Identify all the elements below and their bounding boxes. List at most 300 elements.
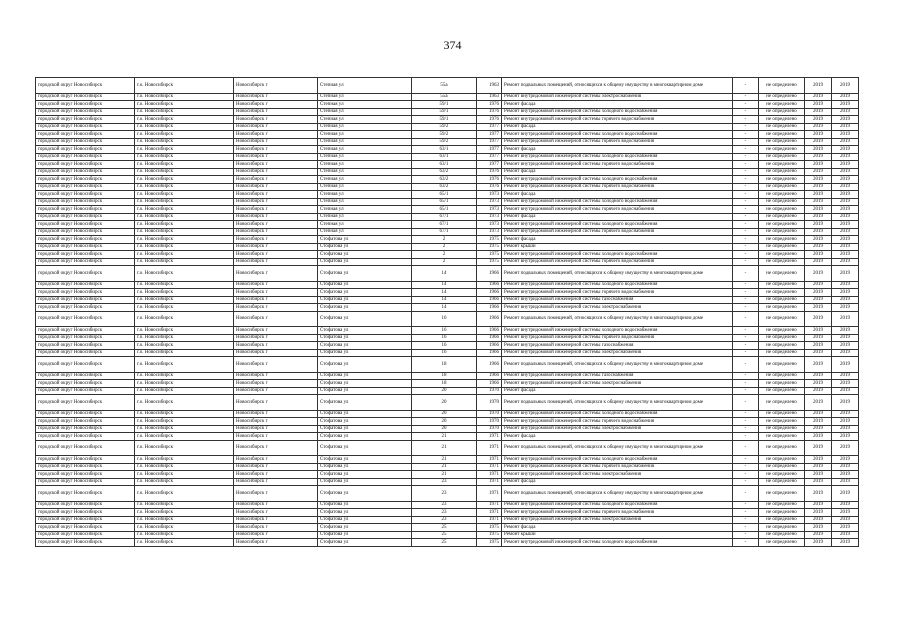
cost-cell: - [733, 266, 759, 282]
year-end-cell: 2019 [832, 509, 859, 517]
city-cell: Новосибирск г [234, 123, 318, 131]
municipality-cell: городской округ Новосибирск [36, 440, 135, 456]
work-type-cell: Ремонт внутридомовой инженерной системы горячего водоснабжения [502, 334, 733, 342]
cost-cell: - [733, 357, 759, 373]
table-row [36, 236, 859, 244]
work-type-cell: Ремонт внутридомовой инженерной системы горячего водоснабжения [502, 138, 733, 146]
work-type-cell: Ремонт внутридомовой инженерной системы холодного водоснабжения [502, 108, 733, 116]
contractor-cell: не определено [759, 93, 805, 101]
year-end-cell: 2019 [832, 258, 859, 266]
city-cell: Новосибирск г [234, 116, 318, 124]
cost-cell: - [733, 289, 759, 297]
settlement-cell: г.о. Новосибирск [135, 425, 234, 433]
build-year-cell: 1973 [477, 228, 502, 236]
municipality-cell: городской округ Новосибирск [36, 380, 135, 388]
year-end-cell: 2019 [832, 153, 859, 161]
table-row [36, 296, 859, 304]
work-type-cell: Ремонт крыши [502, 531, 733, 539]
year-start-cell: 2019 [805, 78, 832, 94]
city-cell: Новосибирск г [234, 153, 318, 161]
street-cell: Стофатова ул [318, 509, 412, 517]
contractor-cell: не определено [759, 191, 805, 199]
house-number-cell: 65/1 [412, 206, 477, 214]
table-row [36, 524, 859, 532]
city-cell: Новосибирск г [234, 191, 318, 199]
table-row [36, 191, 859, 199]
settlement-cell: г.о. Новосибирск [135, 440, 234, 456]
settlement-cell: г.о. Новосибирск [135, 311, 234, 327]
year-end-cell: 2019 [832, 296, 859, 304]
year-start-cell: 2019 [805, 418, 832, 426]
contractor-cell: не определено [759, 456, 805, 464]
contractor-cell: не определено [759, 501, 805, 509]
contractor-cell: не определено [759, 176, 805, 184]
settlement-cell: г.о. Новосибирск [135, 456, 234, 464]
build-year-cell: 1977 [477, 146, 502, 154]
contractor-cell: не определено [759, 357, 805, 373]
cost-cell: - [733, 296, 759, 304]
build-year-cell: 1973 [477, 213, 502, 221]
cost-cell: - [733, 372, 759, 380]
house-number-cell: 59/1 [412, 116, 477, 124]
table-row [36, 281, 859, 289]
house-number-cell: 65/1 [412, 198, 477, 206]
street-cell: Степная ул [318, 108, 412, 116]
contractor-cell: не определено [759, 304, 805, 312]
cost-cell: - [733, 311, 759, 327]
contractor-cell: не определено [759, 251, 805, 259]
year-end-cell: 2019 [832, 183, 859, 191]
year-end-cell: 2019 [832, 243, 859, 251]
settlement-cell: г.о. Новосибирск [135, 198, 234, 206]
build-year-cell: 1966 [477, 349, 502, 357]
year-start-cell: 2019 [805, 342, 832, 350]
cost-cell: - [733, 425, 759, 433]
year-end-cell: 2019 [832, 342, 859, 350]
work-type-cell: Ремонт внутридомовой инженерной системы холодного водоснабжения [502, 539, 733, 547]
street-cell: Степная ул [318, 168, 412, 176]
year-start-cell: 2019 [805, 213, 832, 221]
work-type-cell: Ремонт внутридомовой инженерной системы горячего водоснабжения [502, 183, 733, 191]
street-cell: Стофатова ул [318, 425, 412, 433]
house-number-cell: 20 [412, 425, 477, 433]
build-year-cell: 1977 [477, 138, 502, 146]
year-end-cell: 2019 [832, 539, 859, 547]
house-number-cell: 63/1 [412, 161, 477, 169]
municipality-cell: городской округ Новосибирск [36, 418, 135, 426]
work-type-cell: Ремонт внутридомовой инженерной системы горячего водоснабжения [502, 116, 733, 124]
house-number-cell: 18 [412, 357, 477, 373]
city-cell: Новосибирск г [234, 418, 318, 426]
municipality-cell: городской округ Новосибирск [36, 228, 135, 236]
street-cell: Степная ул [318, 101, 412, 109]
work-type-cell: Ремонт подвальных помещений, относящихся к общему имуществу в многоквартирном доме [502, 486, 733, 502]
settlement-cell: г.о. Новосибирск [135, 281, 234, 289]
municipality-cell: городской округ Новосибирск [36, 198, 135, 206]
year-end-cell: 2019 [832, 387, 859, 395]
settlement-cell: г.о. Новосибирск [135, 228, 234, 236]
year-end-cell: 2019 [832, 206, 859, 214]
table-row [36, 395, 859, 411]
settlement-cell: г.о. Новосибирск [135, 266, 234, 282]
table-row [36, 221, 859, 229]
build-year-cell: 1970 [477, 425, 502, 433]
build-year-cell: 1977 [477, 131, 502, 139]
build-year-cell: 1975 [477, 236, 502, 244]
city-cell: Новосибирск г [234, 349, 318, 357]
municipality-cell: городской округ Новосибирск [36, 478, 135, 486]
street-cell: Степная ул [318, 228, 412, 236]
house-number-cell: 67/1 [412, 213, 477, 221]
year-start-cell: 2019 [805, 524, 832, 532]
contractor-cell: не определено [759, 327, 805, 335]
year-start-cell: 2019 [805, 334, 832, 342]
settlement-cell: г.о. Новосибирск [135, 243, 234, 251]
house-number-cell: 16 [412, 327, 477, 335]
year-start-cell: 2019 [805, 296, 832, 304]
work-type-cell: Ремонт внутридомовой инженерной системы горячего водоснабжения [502, 289, 733, 297]
work-type-cell: Ремонт фасада [502, 524, 733, 532]
year-start-cell: 2019 [805, 311, 832, 327]
build-year-cell: 1973 [477, 206, 502, 214]
house-number-cell: 2 [412, 243, 477, 251]
year-start-cell: 2019 [805, 357, 832, 373]
table-row [36, 311, 859, 327]
build-year-cell: 1971 [477, 486, 502, 502]
work-type-cell: Ремонт внутридомовой инженерной системы горячего водоснабжения [502, 206, 733, 214]
year-start-cell: 2019 [805, 327, 832, 335]
year-start-cell: 2019 [805, 289, 832, 297]
municipality-cell: городской округ Новосибирск [36, 251, 135, 259]
year-start-cell: 2019 [805, 372, 832, 380]
city-cell: Новосибирск г [234, 266, 318, 282]
house-number-cell: 14 [412, 266, 477, 282]
build-year-cell: 1975 [477, 251, 502, 259]
city-cell: Новосибирск г [234, 146, 318, 154]
street-cell: Стофатова ул [318, 251, 412, 259]
cost-cell: - [733, 387, 759, 395]
work-type-cell: Ремонт внутридомовой инженерной системы холодного водоснабжения [502, 281, 733, 289]
municipality-cell: городской округ Новосибирск [36, 524, 135, 532]
cost-cell: - [733, 380, 759, 388]
settlement-cell: г.о. Новосибирск [135, 258, 234, 266]
year-end-cell: 2019 [832, 531, 859, 539]
settlement-cell: г.о. Новосибирск [135, 410, 234, 418]
contractor-cell: не определено [759, 153, 805, 161]
year-start-cell: 2019 [805, 509, 832, 517]
street-cell: Степная ул [318, 123, 412, 131]
settlement-cell: г.о. Новосибирск [135, 183, 234, 191]
year-start-cell: 2019 [805, 304, 832, 312]
house-number-cell: 55а [412, 93, 477, 101]
house-number-cell: 65/1 [412, 191, 477, 199]
year-start-cell: 2019 [805, 183, 832, 191]
table-row [36, 456, 859, 464]
table-row [36, 258, 859, 266]
table-row [36, 410, 859, 418]
build-year-cell: 1966 [477, 304, 502, 312]
house-number-cell: 16 [412, 311, 477, 327]
settlement-cell: г.о. Новосибирск [135, 176, 234, 184]
work-type-cell: Ремонт внутридомовой инженерной системы электроснабжения [502, 93, 733, 101]
work-type-cell: Ремонт внутридомовой инженерной системы холодного водоснабжения [502, 501, 733, 509]
municipality-cell: городской округ Новосибирск [36, 108, 135, 116]
city-cell: Новосибирск г [234, 289, 318, 297]
contractor-cell: не определено [759, 228, 805, 236]
city-cell: Новосибирск г [234, 327, 318, 335]
year-end-cell: 2019 [832, 236, 859, 244]
work-type-cell: Ремонт внутридомовой инженерной системы электроснабжения [502, 349, 733, 357]
street-cell: Стофатова ул [318, 486, 412, 502]
house-number-cell: 18 [412, 372, 477, 380]
house-number-cell: 63/2 [412, 168, 477, 176]
settlement-cell: г.о. Новосибирск [135, 478, 234, 486]
house-number-cell: 59/1 [412, 108, 477, 116]
table-row [36, 168, 859, 176]
municipality-cell: городской округ Новосибирск [36, 289, 135, 297]
city-cell: Новосибирск г [234, 395, 318, 411]
house-number-cell: 20 [412, 387, 477, 395]
year-start-cell: 2019 [805, 131, 832, 139]
contractor-cell: не определено [759, 387, 805, 395]
municipality-cell: городской округ Новосибирск [36, 456, 135, 464]
cost-cell: - [733, 78, 759, 94]
table-row [36, 101, 859, 109]
table-row [36, 425, 859, 433]
year-end-cell: 2019 [832, 123, 859, 131]
city-cell: Новосибирск г [234, 516, 318, 524]
settlement-cell: г.о. Новосибирск [135, 433, 234, 441]
build-year-cell: 1970 [477, 418, 502, 426]
table-row [36, 228, 859, 236]
settlement-cell: г.о. Новосибирск [135, 213, 234, 221]
work-type-cell: Ремонт внутридомовой инженерной системы горячего водоснабжения [502, 418, 733, 426]
municipality-cell: городской округ Новосибирск [36, 138, 135, 146]
house-number-cell: 23 [412, 501, 477, 509]
city-cell: Новосибирск г [234, 138, 318, 146]
street-cell: Стофатова ул [318, 395, 412, 411]
build-year-cell: 1966 [477, 357, 502, 373]
table-row [36, 198, 859, 206]
table-row [36, 206, 859, 214]
build-year-cell: 1971 [477, 509, 502, 517]
house-number-cell: 25 [412, 531, 477, 539]
work-type-cell: Ремонт подвальных помещений, относящихся к общему имуществу в многоквартирном доме [502, 78, 733, 94]
municipality-cell: городской округ Новосибирск [36, 221, 135, 229]
city-cell: Новосибирск г [234, 425, 318, 433]
year-start-cell: 2019 [805, 243, 832, 251]
table-row [36, 138, 859, 146]
municipality-cell: городской округ Новосибирск [36, 161, 135, 169]
work-type-cell: Ремонт подвальных помещений, относящихся к общему имуществу в многоквартирном доме [502, 357, 733, 373]
year-end-cell: 2019 [832, 327, 859, 335]
municipality-cell: городской округ Новосибирск [36, 425, 135, 433]
settlement-cell: г.о. Новосибирск [135, 296, 234, 304]
cost-cell: - [733, 176, 759, 184]
street-cell: Стофатова ул [318, 334, 412, 342]
table-row [36, 93, 859, 101]
year-end-cell: 2019 [832, 501, 859, 509]
street-cell: Стофатова ул [318, 289, 412, 297]
work-type-cell: Ремонт внутридомовой инженерной системы горячего водоснабжения [502, 258, 733, 266]
year-start-cell: 2019 [805, 236, 832, 244]
settlement-cell: г.о. Новосибирск [135, 501, 234, 509]
municipality-cell: городской округ Новосибирск [36, 349, 135, 357]
contractor-cell: не определено [759, 266, 805, 282]
cost-cell: - [733, 342, 759, 350]
contractor-cell: не определено [759, 478, 805, 486]
house-number-cell: 21 [412, 471, 477, 479]
cost-cell: - [733, 191, 759, 199]
street-cell: Стофатова ул [318, 539, 412, 547]
year-end-cell: 2019 [832, 101, 859, 109]
work-type-cell: Ремонт внутридомовой инженерной системы горячего водоснабжения [502, 228, 733, 236]
house-number-cell: 21 [412, 463, 477, 471]
house-number-cell: 23 [412, 486, 477, 502]
table-row [36, 78, 859, 94]
municipality-cell: городской округ Новосибирск [36, 463, 135, 471]
table-row [36, 380, 859, 388]
municipality-cell: городской округ Новосибирск [36, 433, 135, 441]
cost-cell: - [733, 486, 759, 502]
work-type-cell: Ремонт внутридомовой инженерной системы холодного водоснабжения [502, 327, 733, 335]
street-cell: Степная ул [318, 213, 412, 221]
cost-cell: - [733, 146, 759, 154]
build-year-cell: 1966 [477, 372, 502, 380]
year-end-cell: 2019 [832, 410, 859, 418]
contractor-cell: не определено [759, 531, 805, 539]
year-end-cell: 2019 [832, 425, 859, 433]
settlement-cell: г.о. Новосибирск [135, 372, 234, 380]
contractor-cell: не определено [759, 289, 805, 297]
year-start-cell: 2019 [805, 198, 832, 206]
city-cell: Новосибирск г [234, 108, 318, 116]
work-type-cell: Ремонт внутридомовой инженерной системы электроснабжения [502, 516, 733, 524]
work-type-cell: Ремонт внутридомовой инженерной системы холодного водоснабжения [502, 221, 733, 229]
cost-cell: - [733, 183, 759, 191]
build-year-cell: 1970 [477, 387, 502, 395]
city-cell: Новосибирск г [234, 236, 318, 244]
cost-cell: - [733, 524, 759, 532]
cost-cell: - [733, 228, 759, 236]
cost-cell: - [733, 138, 759, 146]
city-cell: Новосибирск г [234, 281, 318, 289]
city-cell: Новосибирск г [234, 296, 318, 304]
street-cell: Степная ул [318, 183, 412, 191]
street-cell: Степная ул [318, 138, 412, 146]
municipality-cell: городской округ Новосибирск [36, 146, 135, 154]
work-type-cell: Ремонт внутридомовой инженерной системы горячего водоснабжения [502, 463, 733, 471]
city-cell: Новосибирск г [234, 509, 318, 517]
house-number-cell: 2 [412, 236, 477, 244]
house-number-cell: 14 [412, 304, 477, 312]
cost-cell: - [733, 251, 759, 259]
city-cell: Новосибирск г [234, 228, 318, 236]
contractor-cell: не определено [759, 281, 805, 289]
settlement-cell: г.о. Новосибирск [135, 486, 234, 502]
contractor-cell: не определено [759, 410, 805, 418]
work-type-cell: Ремонт крыши [502, 243, 733, 251]
street-cell: Стофатова ул [318, 266, 412, 282]
table-row [36, 372, 859, 380]
municipality-cell: городской округ Новосибирск [36, 395, 135, 411]
contractor-cell: не определено [759, 206, 805, 214]
contractor-cell: не определено [759, 334, 805, 342]
work-plan-table [35, 77, 859, 547]
municipality-cell: городской округ Новосибирск [36, 516, 135, 524]
cost-cell: - [733, 478, 759, 486]
year-start-cell: 2019 [805, 146, 832, 154]
city-cell: Новосибирск г [234, 176, 318, 184]
year-start-cell: 2019 [805, 516, 832, 524]
work-type-cell: Ремонт внутридомовой инженерной системы холодного водоснабжения [502, 251, 733, 259]
street-cell: Стофатова ул [318, 531, 412, 539]
year-start-cell: 2019 [805, 380, 832, 388]
year-start-cell: 2019 [805, 349, 832, 357]
work-type-cell: Ремонт внутридомовой инженерной системы холодного водоснабжения [502, 153, 733, 161]
year-end-cell: 2019 [832, 372, 859, 380]
build-year-cell: 1966 [477, 296, 502, 304]
table-row [36, 334, 859, 342]
street-cell: Стофатова ул [318, 380, 412, 388]
year-start-cell: 2019 [805, 116, 832, 124]
street-cell: Стофатова ул [318, 258, 412, 266]
street-cell: Стофатова ул [318, 327, 412, 335]
work-type-cell: Ремонт подвальных помещений, относящихся к общему имуществу в многоквартирном доме [502, 440, 733, 456]
municipality-cell: городской округ Новосибирск [36, 281, 135, 289]
municipality-cell: городской округ Новосибирск [36, 116, 135, 124]
contractor-cell: не определено [759, 433, 805, 441]
work-type-cell: Ремонт внутридомовой инженерной системы газоснабжения [502, 372, 733, 380]
city-cell: Новосибирск г [234, 524, 318, 532]
build-year-cell: 1975 [477, 524, 502, 532]
cost-cell: - [733, 516, 759, 524]
build-year-cell: 1966 [477, 289, 502, 297]
contractor-cell: не определено [759, 342, 805, 350]
settlement-cell: г.о. Новосибирск [135, 161, 234, 169]
table-row [36, 501, 859, 509]
table-row [36, 418, 859, 426]
cost-cell: - [733, 258, 759, 266]
year-start-cell: 2019 [805, 191, 832, 199]
year-end-cell: 2019 [832, 395, 859, 411]
settlement-cell: г.о. Новосибирск [135, 395, 234, 411]
year-start-cell: 2019 [805, 101, 832, 109]
build-year-cell: 1966 [477, 380, 502, 388]
house-number-cell: 14 [412, 289, 477, 297]
city-cell: Новосибирск г [234, 304, 318, 312]
year-end-cell: 2019 [832, 251, 859, 259]
table-row [36, 357, 859, 373]
settlement-cell: г.о. Новосибирск [135, 463, 234, 471]
year-end-cell: 2019 [832, 304, 859, 312]
build-year-cell: 1976 [477, 176, 502, 184]
build-year-cell: 1966 [477, 266, 502, 282]
build-year-cell: 1976 [477, 101, 502, 109]
street-cell: Степная ул [318, 191, 412, 199]
table-row [36, 251, 859, 259]
municipality-cell: городской округ Новосибирск [36, 243, 135, 251]
year-start-cell: 2019 [805, 471, 832, 479]
table-row [36, 304, 859, 312]
contractor-cell: не определено [759, 440, 805, 456]
municipality-cell: городской округ Новосибирск [36, 168, 135, 176]
cost-cell: - [733, 123, 759, 131]
house-number-cell: 25 [412, 524, 477, 532]
year-start-cell: 2019 [805, 138, 832, 146]
year-end-cell: 2019 [832, 93, 859, 101]
table-row [36, 509, 859, 517]
